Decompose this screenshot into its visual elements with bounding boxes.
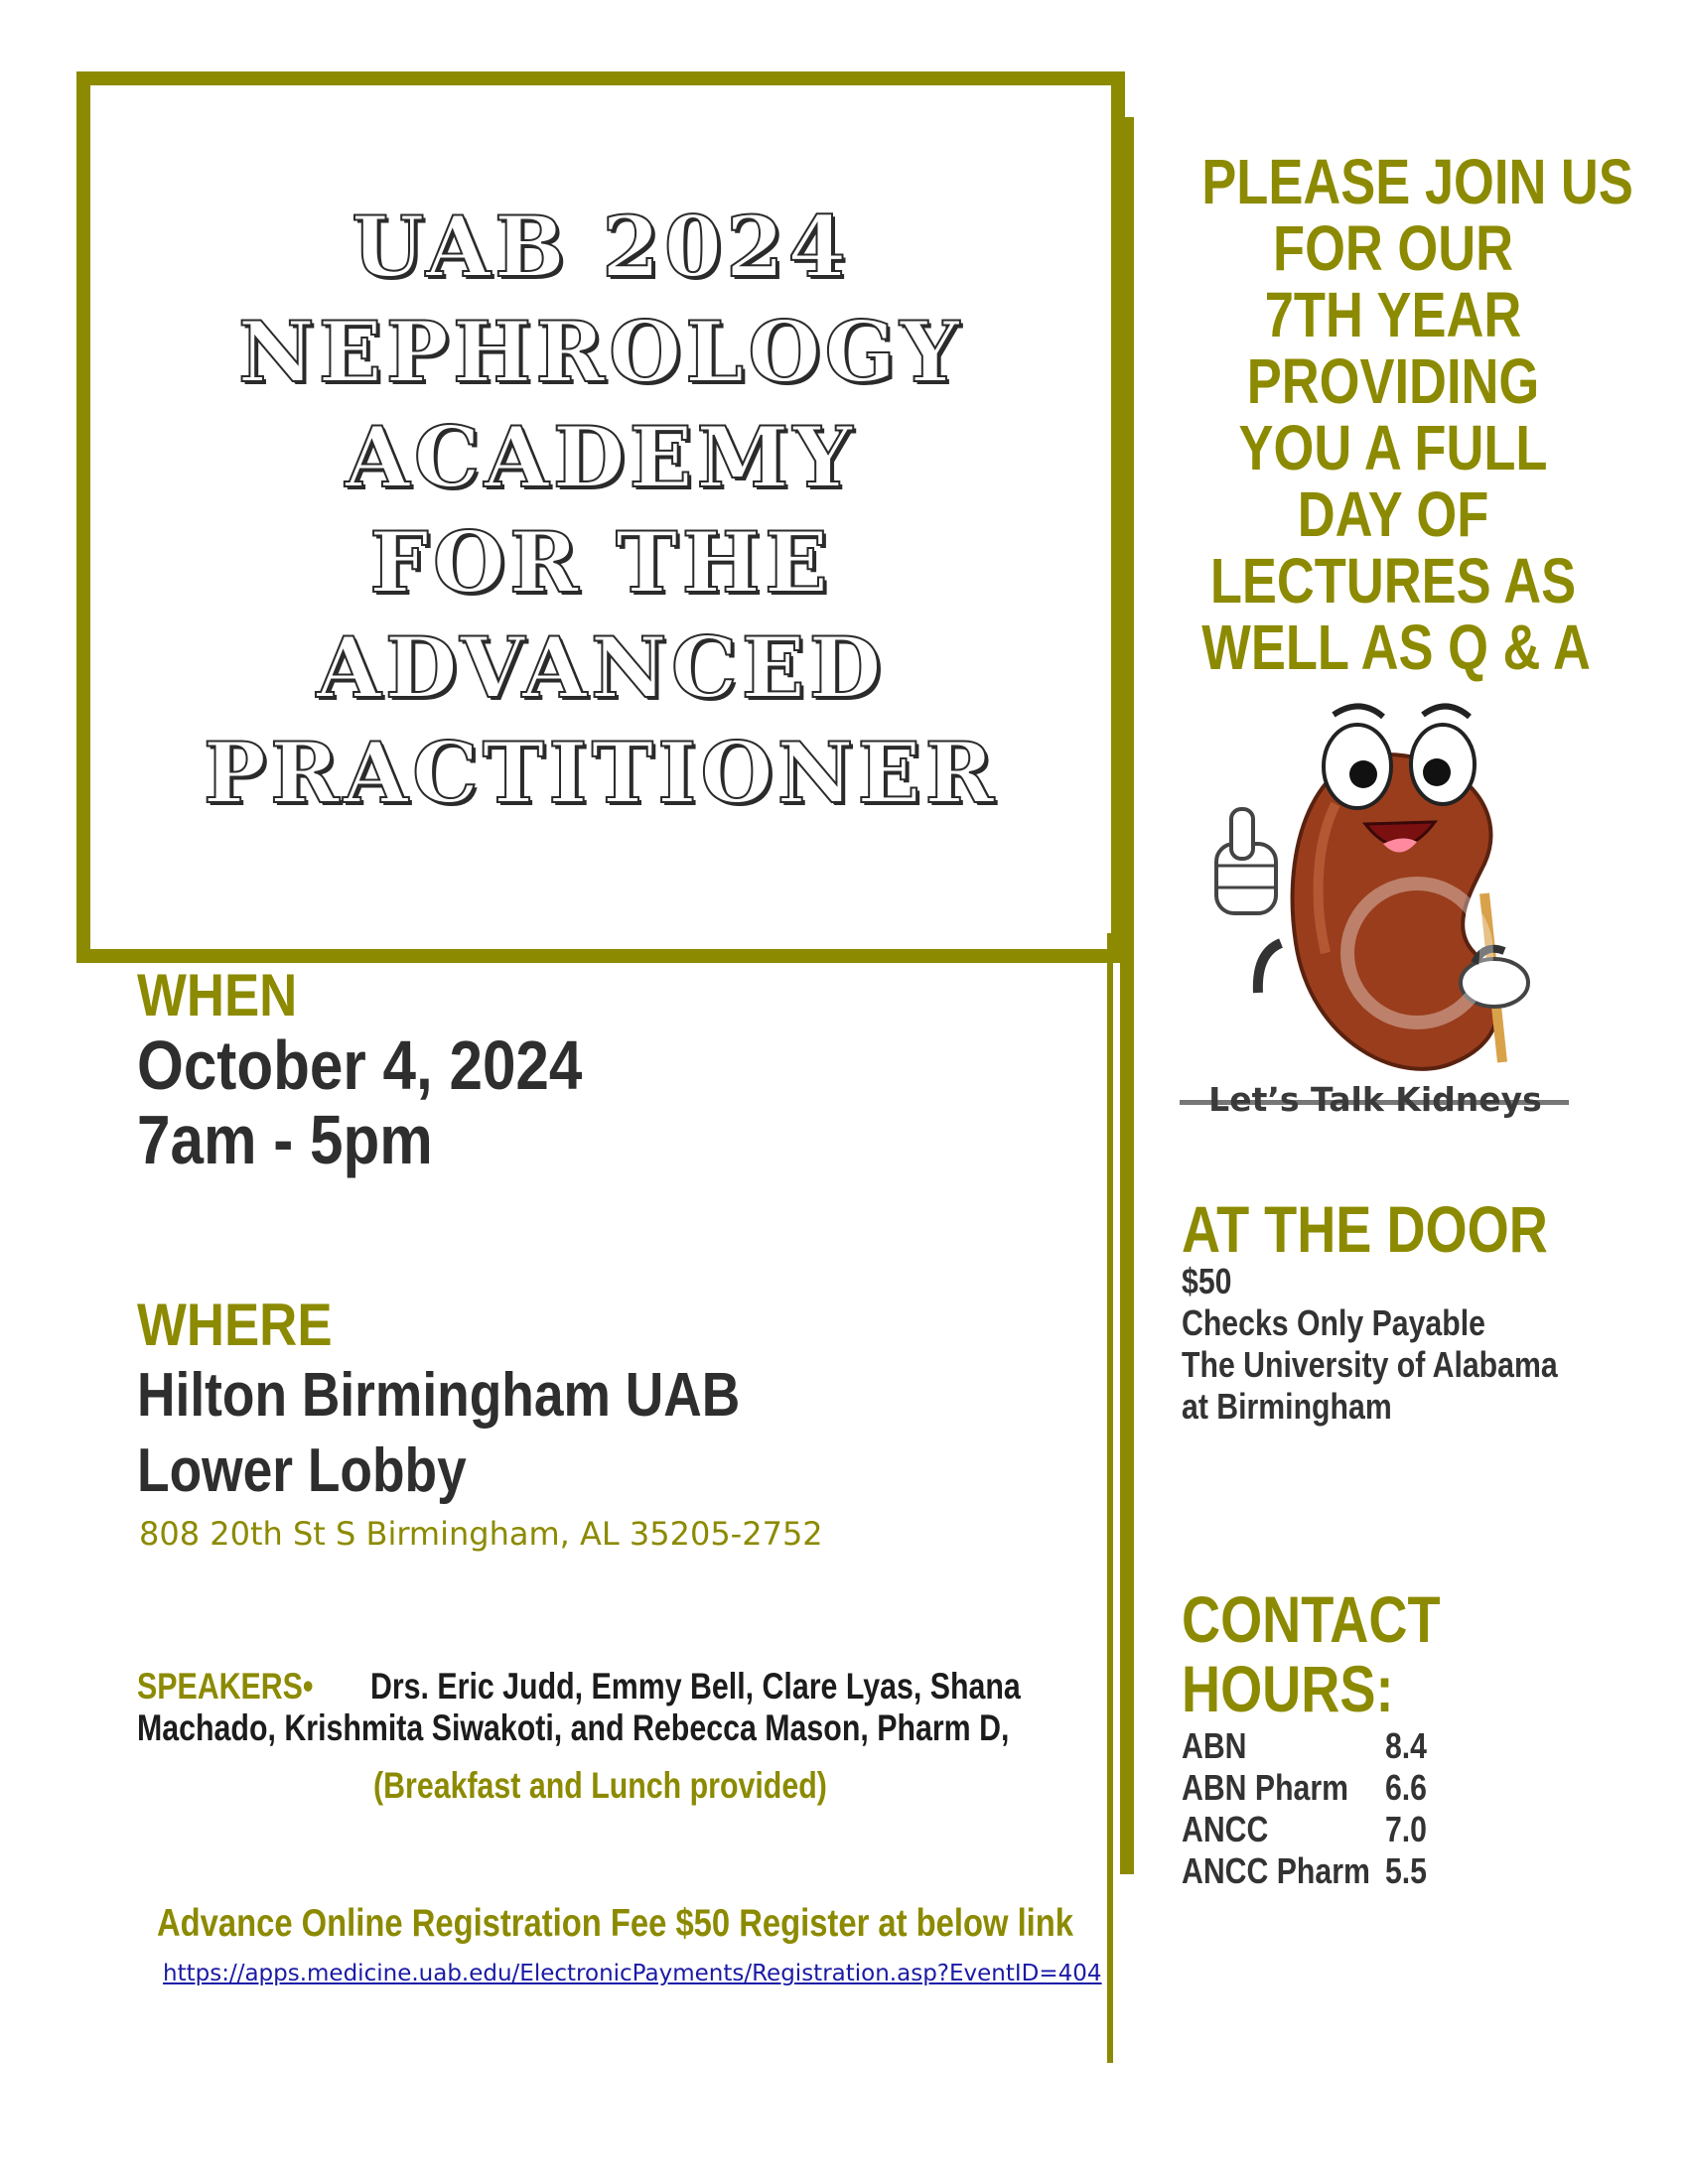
at-the-door-details bbox=[1182, 1261, 1565, 1428]
credential-hours: 8.4 bbox=[1384, 1725, 1427, 1766]
invitation-line: FOR OUR bbox=[1273, 212, 1513, 284]
invitation-line: WELL AS Q & A bbox=[1201, 612, 1591, 683]
event-title bbox=[90, 195, 1111, 826]
title-line: ADVANCED bbox=[316, 618, 886, 717]
when-heading: WHEN bbox=[137, 962, 298, 1028]
venue-name: Hilton Birmingham UAB bbox=[137, 1361, 741, 1430]
credential-hours: 5.5 bbox=[1384, 1850, 1427, 1891]
door-price: $50 bbox=[1182, 1261, 1232, 1301]
mascot-caption: Let’s Talk Kidneys bbox=[1208, 1080, 1542, 1119]
credential-hours: 6.6 bbox=[1384, 1767, 1427, 1808]
invitation-line: PLEASE JOIN US bbox=[1201, 146, 1633, 217]
invitation-text bbox=[1160, 146, 1633, 683]
door-detail-line: Checks Only Payable bbox=[1182, 1302, 1485, 1343]
credential-name: ABN Pharm bbox=[1182, 1767, 1349, 1808]
at-the-door-heading: AT THE DOOR bbox=[1182, 1192, 1548, 1266]
door-detail-line: The University of Alabama bbox=[1182, 1344, 1558, 1385]
hours-row bbox=[1182, 1767, 1427, 1809]
title-box bbox=[76, 71, 1125, 963]
credential-name: ANCC bbox=[1182, 1809, 1269, 1849]
hours-row bbox=[1182, 1725, 1427, 1767]
invitation-line: DAY OF bbox=[1297, 478, 1489, 550]
credential-name: ANCC Pharm bbox=[1182, 1850, 1370, 1891]
speakers-heading: SPEAKERS bbox=[137, 1666, 303, 1706]
meals-note: (Breakfast and Lunch provided) bbox=[373, 1765, 827, 1806]
hours-row bbox=[1182, 1850, 1427, 1892]
invitation-line: YOU A FULL bbox=[1238, 412, 1548, 483]
title-line: ACADEMY bbox=[345, 408, 857, 506]
event-date: October 4, 2024 bbox=[137, 1026, 583, 1104]
title-line: FOR THE bbox=[369, 513, 832, 612]
venue-address: 808 20th St S Birmingham, AL 35205-2752 bbox=[139, 1515, 823, 1553]
where-heading: WHERE bbox=[137, 1292, 333, 1358]
bullet-icon: • bbox=[302, 1666, 314, 1706]
vertical-divider bbox=[1120, 117, 1134, 1874]
thumbs-up-hand-icon bbox=[1216, 809, 1276, 913]
contact-heading-line: HOURS: bbox=[1182, 1652, 1394, 1725]
registration-link[interactable]: https://apps.medicine.uab.edu/ElectronicPayments/Registration.asp?EventID=404 bbox=[163, 1961, 1102, 1986]
credential-name: ABN bbox=[1182, 1725, 1247, 1766]
event-time: 7am - 5pm bbox=[137, 1101, 433, 1178]
hours-row bbox=[1182, 1809, 1427, 1850]
title-line: PRACTITIONER bbox=[203, 724, 999, 822]
title-line: NEPHROLOGY bbox=[237, 303, 964, 401]
speakers-block bbox=[137, 1666, 1065, 1749]
kidney-mascot-icon bbox=[1187, 695, 1584, 1112]
door-detail-line: at Birmingham bbox=[1182, 1386, 1392, 1427]
invitation-line: 7TH YEAR bbox=[1264, 279, 1522, 350]
venue-room: Lower Lobby bbox=[137, 1436, 467, 1505]
contact-hours-heading bbox=[1182, 1584, 1507, 1723]
contact-heading-line: CONTACT bbox=[1182, 1582, 1441, 1656]
contact-hours-table bbox=[1182, 1725, 1427, 1892]
invitation-line: PROVIDING bbox=[1246, 345, 1540, 417]
invitation-line: LECTURES AS bbox=[1209, 545, 1577, 616]
registration-fee: Advance Online Registration Fee $50 Register at below link bbox=[157, 1902, 1074, 1945]
credential-hours: 7.0 bbox=[1384, 1809, 1427, 1849]
speakers-names: Drs. Eric Judd, Emmy Bell, Clare Lyas, Shana Machado, Krishmita Siwakoti, and Rebecca Mason, Pharm D, bbox=[137, 1666, 1021, 1748]
title-line: UAB 2024 bbox=[352, 198, 850, 296]
vertical-divider-inner bbox=[1107, 933, 1113, 2063]
